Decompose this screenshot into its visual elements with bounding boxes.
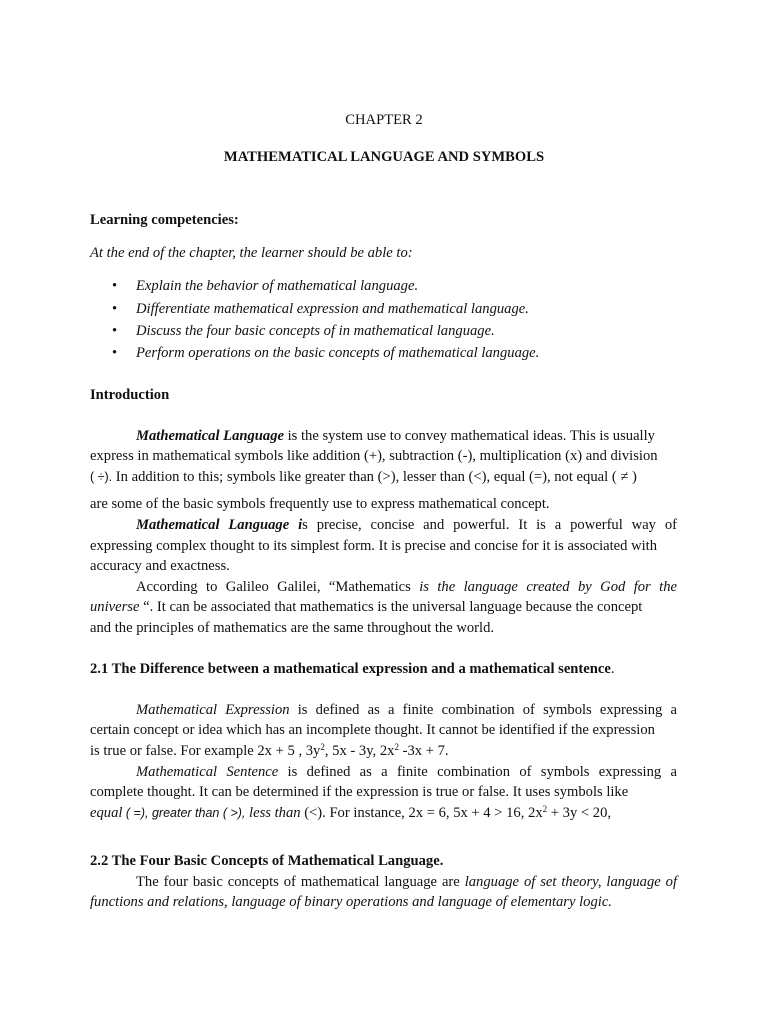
bullet-glyph: • [112, 301, 118, 317]
paragraph-line: express in mathematical symbols like addition (+), subtraction (-), multiplication (x) and division [90, 448, 658, 464]
bullet-glyph: • [112, 345, 118, 361]
paragraph-line [90, 597, 642, 618]
paragraph-line [90, 467, 637, 488]
paragraph-line [136, 515, 677, 536]
paragraph-line: functions and relations, language of binary operations and language of elementary logic. [90, 894, 612, 910]
chapter-label: CHAPTER 2 [345, 112, 423, 128]
quote-text: universe [90, 599, 140, 615]
text: language of set theory, language of [464, 874, 677, 890]
term-mathematical-expression: Mathematical Expression [136, 702, 290, 718]
list-item-text: Differentiate mathematical expression and mathematical language. [136, 301, 529, 317]
text: + 3y < 20, [547, 805, 612, 821]
paragraph-line: complete thought. It can be determined if the expression is true or false. It uses symbols like [90, 784, 629, 800]
text: In addition to this; symbols like greater than (>), lesser than (<), equal (=), not equal ( ≠ ) [112, 469, 637, 485]
term-mathematical-sentence: Mathematical Sentence [136, 764, 279, 780]
list-item-text: Discuss the four basic concepts of in mathematical language. [136, 323, 495, 339]
paragraph-line: are some of the basic symbols frequently use to express mathematical concept. [90, 496, 550, 512]
symbol-text: ( =), greater than ( >), [122, 806, 246, 820]
competencies-heading: Learning competencies: [90, 212, 239, 228]
text: is the system use to convey mathematical ideas. This is usually [283, 428, 655, 444]
text: is true or false. For example 2x + 5 , 3y [90, 743, 321, 759]
paragraph-line [136, 872, 677, 893]
text: equal [90, 805, 123, 821]
competencies-intro: At the end of the chapter, the learner should be able to: [90, 245, 413, 261]
section-2-2-heading: 2.2 The Four Basic Concepts of Mathematical Language. [90, 853, 444, 869]
exponent: 2 [320, 742, 325, 752]
paragraph-line [136, 577, 677, 598]
text: (<). For instance, 2x = 6, 5x + 4 > 16, 2x [300, 805, 543, 821]
paragraph-line [136, 762, 677, 783]
text: , 5x - 3y, 2x [324, 743, 395, 759]
text: s precise, concise and powerful. It is a powerful way of [302, 517, 678, 533]
text: According to Galileo Galilei, “Mathematics [136, 579, 420, 595]
exponent: 2 [394, 742, 399, 752]
section-2-1-heading [90, 659, 615, 680]
paragraph-line: accuracy and exactness. [90, 558, 230, 574]
paragraph-line [90, 741, 449, 762]
bullet-glyph: • [112, 278, 118, 294]
list-item-text: Perform operations on the basic concepts of mathematical language. [136, 345, 540, 361]
text: is defined as a finite combination of symbols expressing a [289, 702, 677, 718]
division-symbol: ( ÷). [90, 470, 113, 484]
text: -3x + 7. [398, 743, 449, 759]
chapter-title: MATHEMATICAL LANGUAGE AND SYMBOLS [223, 149, 545, 165]
paragraph-line: and the principles of mathematics are the same throughout the world. [90, 620, 495, 636]
list-item-text: Explain the behavior of mathematical language. [136, 278, 419, 294]
paragraph-line [136, 426, 655, 447]
quote-text: is the language created by God for the [419, 579, 677, 595]
text: “. It can be associated that mathematics is the universal language because the concept [139, 599, 643, 615]
term-mathematical-language: Mathematical Language [136, 428, 284, 444]
text: is defined as a finite combination of symbols expressing a [278, 764, 677, 780]
bullet-glyph: • [112, 323, 118, 339]
text: less than [245, 805, 301, 821]
text: The four basic concepts of mathematical language are [136, 874, 465, 890]
period: . [610, 661, 615, 677]
exponent: 2 [542, 804, 548, 814]
introduction-heading: Introduction [90, 387, 170, 403]
paragraph-line: certain concept or idea which has an incomplete thought. It cannot be identified if the expression [90, 722, 655, 738]
paragraph-line [90, 803, 611, 824]
paragraph-line: expressing complex thought to its simplest form. It is precise and concise for it is associated with [90, 538, 658, 554]
term-mathematical-language: Mathematical Language i [136, 517, 303, 533]
paragraph-line [136, 700, 677, 721]
heading-text: 2.1 The Difference between a mathematical expression and a mathematical sentence [90, 661, 611, 677]
